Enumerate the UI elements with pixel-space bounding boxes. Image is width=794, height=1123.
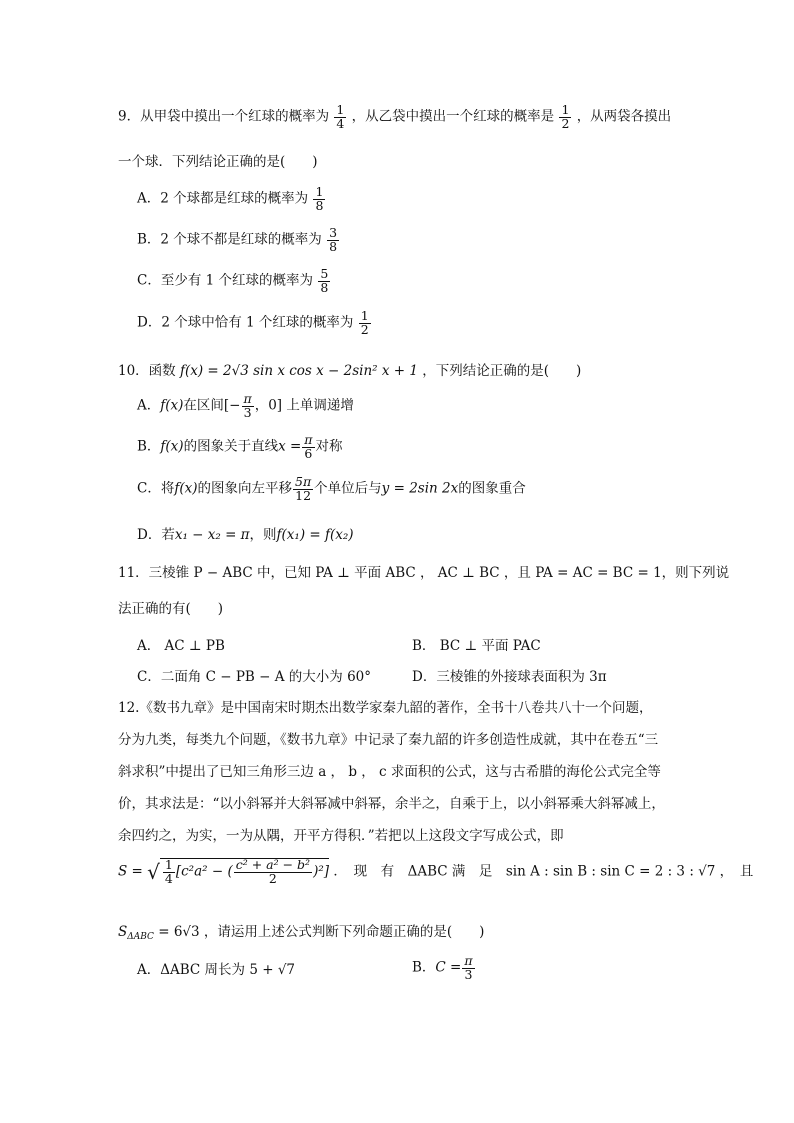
q9-option-d: D．2 个球中恰有 1 个红球的概率为 $\frac{1}{2}$	[137, 308, 369, 337]
q11-stem-line1: 11．三棱锥 P − ABC 中，已知 PA ⊥ 平面 ABC ， AC ⊥ BC ，且 PA = AC = BC = 1，则下列说	[118, 565, 730, 581]
q12-option-a: A．ΔABC 周长为 5 + √7	[137, 962, 296, 978]
q12-stem-line2: 分为九类，每类九个问题，《数书九章》中记录了秦九韶的许多创造性成就，其中在卷五“三	[118, 732, 659, 748]
q12-sqrt-body: $\frac{1}{4}$ [c²a² − ( $\frac{\text{c² + a² − b²}}{2}$ )²]	[160, 858, 329, 885]
q12-stem-line4: 价，其求法是：“以小斜幂并大斜幂减中斜幂，余半之，自乘于上，以小斜幂乘大斜幂减上，	[118, 796, 665, 812]
q10-option-b: B．f(x)的图象关于直线x = $\frac{\pi}{6}$ 对称	[137, 432, 343, 461]
q10-function: f(x) = 2√3 sin x cos x − 2sin² x + 1	[179, 363, 418, 379]
q9-option-b: B．2 个球不都是红球的概率为 $\frac{3}{8}$	[137, 225, 338, 254]
q9-mid: ，从乙袋中摸出一个红球的概率是	[351, 108, 555, 125]
q10-option-d: D．若x₁ − x₂ = π，则f(x₁) = f(x₂)	[137, 527, 354, 543]
q9-option-c: C．至少有 1 个红球的概率为 $\frac{5}{8}$	[137, 266, 329, 295]
q9-lead: 9．从甲袋中摸出一个红球的概率为	[118, 108, 330, 125]
q10-option-c: C．将f(x)的图象向左平移 $\frac{5\pi}{12}$ 个单位后与y = 2sin 2x的图象重合	[137, 474, 526, 503]
q11-option-d: D．三棱锥的外接球表面积为 3π	[412, 669, 607, 685]
q9-stem-line2: 一个球．下列结论正确的是( )	[118, 154, 318, 170]
q9-option-a: A．2 个球都是红球的概率为 $\frac{1}{8}$	[137, 184, 324, 213]
q9-stem-line1	[118, 104, 671, 130]
q10-stem: 10．函数 f(x) = 2√3 sin x cos x − 2sin² x + 1 ，下列结论正确的是( )	[118, 363, 582, 379]
q12-stem-line1: 12.《数书九章》是中国南宋时期杰出数学家秦九韶的著作，全书十八卷共八十一个问题，	[118, 700, 653, 716]
q9-frac-1: $\frac{1}{4}$	[336, 102, 345, 131]
q9-tail: ，从两袋各摸出	[576, 108, 672, 125]
q12-formula-line: S = √ $\frac{1}{4}$ [c²a² − ( $\frac{\text{c² + a² − b²}}{2}$ )²] ． 现 有 ΔABC 满 足 sin A : sin B : sin C = 2 : 3 : √7 ， 且	[118, 857, 754, 886]
q9-frac-2: $\frac{1}{2}$	[561, 102, 570, 131]
q11-option-b: B． BC ⊥ 平面 PAC	[412, 638, 541, 654]
q10-option-a: A．f(x)在区间[− $\frac{\pi}{3}$ ，0] 上单调递增	[137, 391, 354, 420]
q11-stem-line2: 法正确的有( )	[118, 601, 224, 617]
q11-option-a: A． AC ⊥ PB	[137, 638, 225, 654]
q11-option-c: C．二面角 C − PB − A 的大小为 60°	[137, 669, 372, 685]
q12-stem-line5: 余四约之，为实，一为从隅，开平方得积．”若把以上这段文字写成公式，即	[118, 828, 564, 844]
q12-area-line: $S_{\Delta ABC} = 6√3$ ，请运用上述公式判断下列命题正确的是( )	[118, 924, 485, 942]
q12-option-b: B．C = $\frac{\pi}{3}$	[412, 953, 473, 982]
q12-stem-line3: 斜求积”中提出了已知三角形三边 a ， b ， c 求面积的公式，这与古希腊的海伦公式完全等	[118, 764, 661, 780]
